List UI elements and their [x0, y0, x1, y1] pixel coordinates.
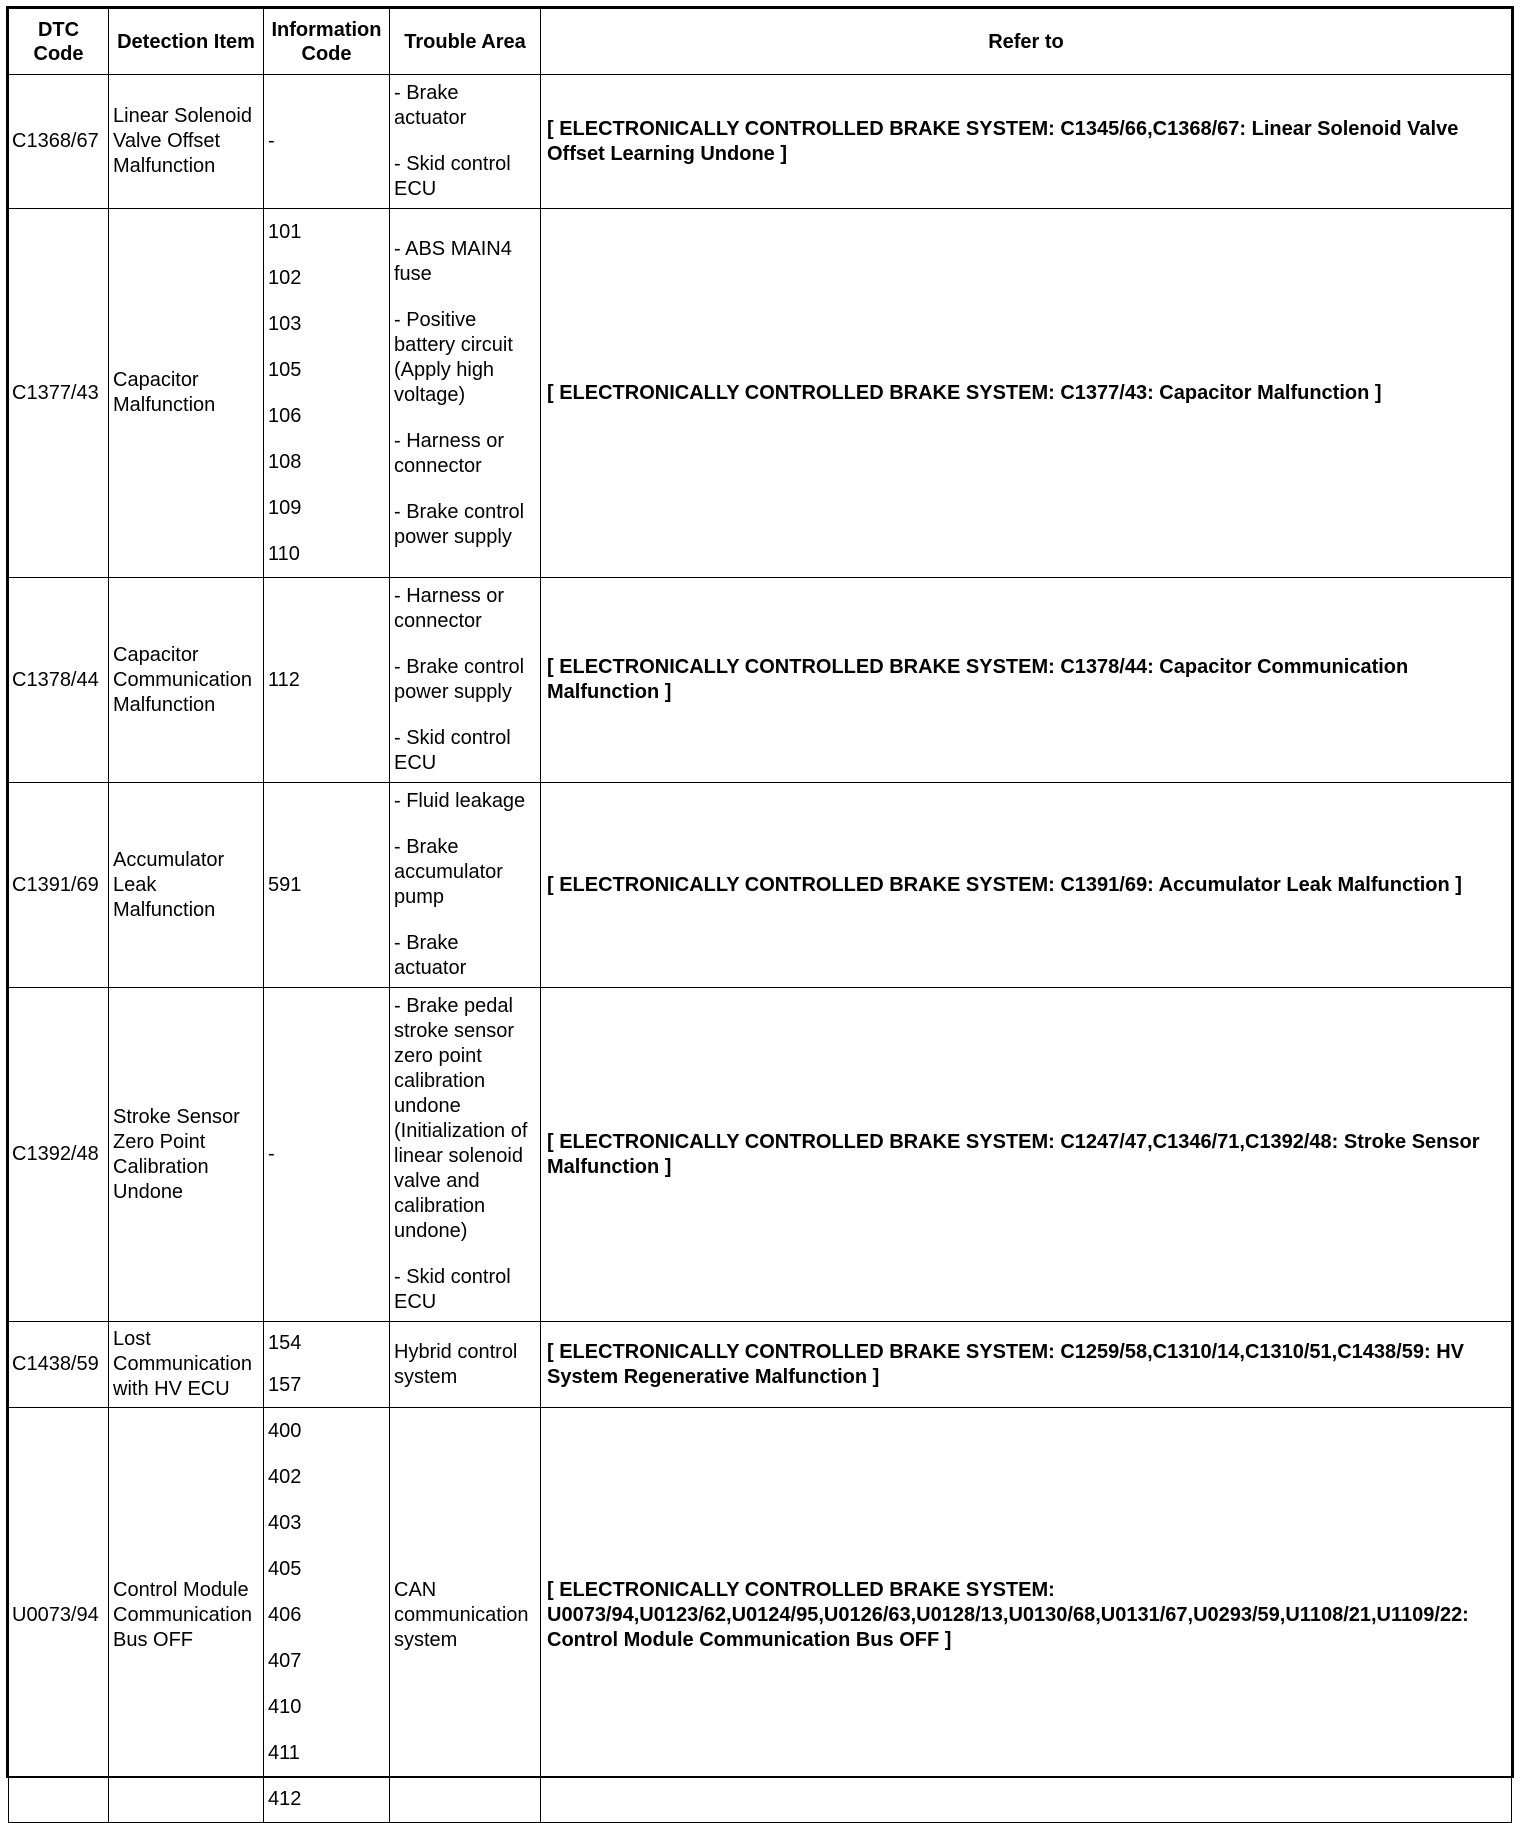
info-code: 102: [268, 267, 302, 289]
refer-link[interactable]: [ ELECTRONICALLY CONTROLLED BRAKE SYSTEM: C1247/47,C1346/71,C1392/48: Stroke Sensor Malfunction ]: [541, 988, 1512, 1322]
detection-item: Capacitor Communication Malfunction: [109, 578, 264, 783]
header-refer-to: Refer to: [541, 9, 1512, 75]
info-code: 108: [268, 451, 302, 473]
trouble-item: - Harness or connector: [394, 585, 505, 632]
information-code: [264, 75, 390, 209]
refer-link[interactable]: [ ELECTRONICALLY CONTROLLED BRAKE SYSTEM: C1259/58,C1310/14,C1310/51,C1438/59: HV System Regenerative Malfunction ]: [541, 1322, 1512, 1408]
detection-item: Control Module Communication Bus OFF: [109, 1408, 264, 1823]
detection-item: Capacitor Malfunction: [109, 209, 264, 578]
refer-link[interactable]: [ ELECTRONICALLY CONTROLLED BRAKE SYSTEM: C1378/44: Capacitor Communication Malfunction ]: [541, 578, 1512, 783]
trouble-item: - Brake actuator: [394, 82, 467, 129]
information-code: [264, 1408, 390, 1823]
trouble-item: - ABS MAIN4 fuse: [394, 237, 512, 285]
table-row: [9, 1322, 1512, 1408]
info-code: 405: [268, 1558, 302, 1580]
header-dtc-code: DTC Code: [9, 9, 109, 75]
dtc-code: U0073/94: [9, 1408, 109, 1823]
trouble-area: [390, 578, 541, 783]
info-code: 101: [268, 221, 302, 243]
trouble-item: - Positive battery circuit (Apply high voltage): [394, 308, 513, 406]
information-code: [264, 988, 390, 1322]
trouble-item: - Harness or connector: [394, 429, 505, 477]
info-code: 407: [268, 1650, 302, 1672]
trouble-item: Hybrid control system: [394, 1340, 518, 1388]
trouble-item: - Fluid leakage: [394, 790, 526, 812]
info-code: 411: [268, 1742, 300, 1764]
dtc-code: C1392/48: [9, 988, 109, 1322]
header-detection-item: Detection Item: [109, 9, 264, 75]
detection-item: Accumulator Leak Malfunction: [109, 783, 264, 988]
info-code: 105: [268, 359, 302, 381]
trouble-area: [390, 209, 541, 578]
trouble-area: [390, 783, 541, 988]
refer-link[interactable]: [ ELECTRONICALLY CONTROLLED BRAKE SYSTEM: C1345/66,C1368/67: Linear Solenoid Valve Offset Learning Undone ]: [541, 75, 1512, 209]
dtc-code: C1391/69: [9, 783, 109, 988]
info-code: -: [268, 130, 275, 152]
trouble-item: - Brake control power supply: [394, 500, 525, 548]
info-code: 591: [268, 873, 302, 896]
information-code: [264, 209, 390, 578]
refer-link[interactable]: [ ELECTRONICALLY CONTROLLED BRAKE SYSTEM: C1377/43: Capacitor Malfunction ]: [541, 209, 1512, 578]
table-row: [9, 209, 1512, 578]
detection-item: Stroke Sensor Zero Point Calibration Undone: [109, 988, 264, 1322]
trouble-area: [390, 75, 541, 209]
table-row: [9, 1408, 1512, 1823]
trouble-item: - Skid control ECU: [394, 1266, 511, 1313]
information-code: [264, 578, 390, 783]
dtc-code: C1438/59: [9, 1322, 109, 1408]
info-code: -: [268, 1143, 275, 1165]
info-code: 109: [268, 497, 302, 519]
detection-item: Linear Solenoid Valve Offset Malfunction: [109, 75, 264, 209]
trouble-area: [390, 988, 541, 1322]
info-code: 402: [268, 1466, 302, 1488]
trouble-item: - Skid control ECU: [394, 727, 511, 774]
table-header-row: [9, 9, 1512, 75]
refer-link[interactable]: [ ELECTRONICALLY CONTROLLED BRAKE SYSTEM: C1391/69: Accumulator Leak Malfunction ]: [541, 783, 1512, 988]
dtc-table: [8, 8, 1512, 1823]
info-code: 103: [268, 313, 302, 335]
detection-item: Lost Communication with HV ECU: [109, 1322, 264, 1408]
info-code: 154: [268, 1332, 302, 1354]
trouble-item: - Brake pedal stroke sensor zero point calibration undone (Initialization of linear solenoid valve and calibration undone): [394, 995, 528, 1242]
information-code: [264, 1322, 390, 1408]
info-code: 157: [268, 1374, 302, 1396]
trouble-item: - Brake actuator: [394, 932, 467, 979]
table-row: [9, 75, 1512, 209]
table-row: [9, 988, 1512, 1322]
dtc-code: C1368/67: [9, 75, 109, 209]
info-code: 410: [268, 1696, 302, 1718]
information-code: [264, 783, 390, 988]
info-code: 400: [268, 1420, 302, 1442]
trouble-item: CAN communication system: [394, 1578, 529, 1651]
dtc-table-container: [6, 6, 1514, 1810]
trouble-item: - Skid control ECU: [394, 153, 511, 200]
table-row: [9, 783, 1512, 988]
trouble-area: [390, 1322, 541, 1408]
table-row: [9, 578, 1512, 783]
trouble-area: [390, 1408, 541, 1823]
info-code: 112: [268, 668, 300, 691]
header-trouble-area: Trouble Area: [390, 9, 541, 75]
dtc-code: C1378/44: [9, 578, 109, 783]
info-code: 406: [268, 1604, 302, 1626]
info-code: 403: [268, 1512, 302, 1534]
info-code: 106: [268, 405, 302, 427]
refer-link[interactable]: [ ELECTRONICALLY CONTROLLED BRAKE SYSTEM: U0073/94,U0123/62,U0124/95,U0126/63,U0128/13,U0130/68,U0131/67,U0293/59,U1108/21,U1109/22: Control Module Communication Bus OFF ]: [541, 1408, 1512, 1823]
info-code: 412: [268, 1788, 302, 1810]
info-code: 110: [268, 543, 300, 565]
dtc-code: C1377/43: [9, 209, 109, 578]
trouble-item: - Brake control power supply: [394, 656, 525, 703]
header-information-code: Information Code: [264, 9, 390, 75]
trouble-item: - Brake accumulator pump: [394, 836, 503, 908]
